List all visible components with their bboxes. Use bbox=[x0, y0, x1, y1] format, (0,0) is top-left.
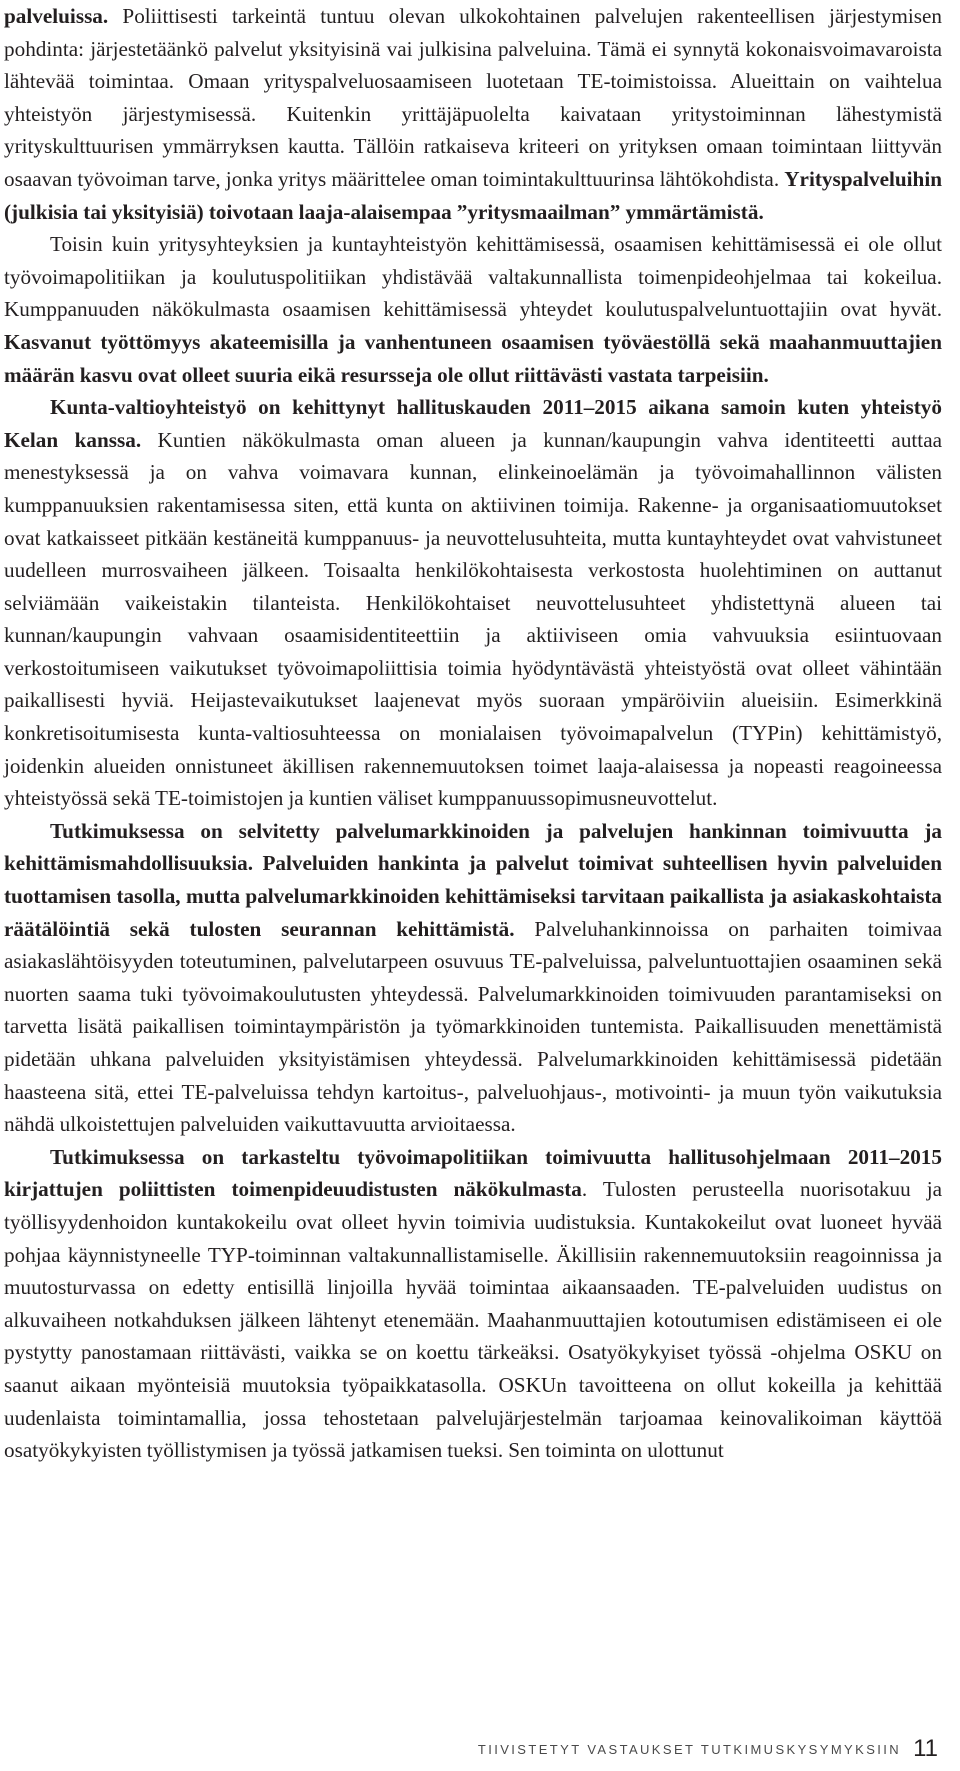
bold-text-segment: Kunta-valtioyhteistyö on kehittynyt hallituskauden 2011–2015 aikana samoin kuten yhteistyö Kelan kanssa. bbox=[4, 395, 942, 452]
bold-text-segment: Kasvanut työttömyys akateemisilla ja vanhentuneen osaamisen työväestöllä sekä maahanmuuttajien määrän kasvu ovat olleet suuria eikä resursseja ole ollut riittävästi vastata tarpeisiin. bbox=[4, 329, 942, 387]
text-segment: Kuntien näkökulmasta oman alueen ja kunnan/kaupungin vahva identiteetti auttaa menestyksessä ja on vahva voimavara kunnan, elinkeinoelämän ja työvoimahallinnon välisten kumppanuuksien rakentamisessa siten, että kunta on aktiivinen toimija. Rakenne- ja organisaatiomuutokset ovat katkaisseet pitkään kestäneitä kumppanuus- ja neuvottelusuhteita, mutta kuntayhteydet ovat vahvistuneet uudelleen murrosvaiheen jälkeen. Toisaalta henkilökohtaisesta verkostosta huolehtiminen on auttanut selviämään vaikeistakin tilanteista. Henkilökohtaiset neuvottelusuhteet yhdistettynä alueen tai kunnan/kaupungin vahvaan osaamisidentiteettiin ja aktiiviseen omia vahvuuksia esiintuovaan verkostoitumiseen vaikutukset työvoimapoliittisia toimia hyödyntävästä yhteistyöstä ovat olleet vähintään paikallisesti hyviä. Heijastevaikutukset laajenevat myös suoraan ympäröiviin alueisiin. Esimerkkinä konkretisoitumisesta kunta-valtiosuhteessa on monialaisen työvoimapalvelun (TYPin) kehittämistyö, joidenkin alueiden onnistuneet äkillisen rakennemuutoksen toimet laaja-alaisessa ja nopeasti reagoineessa yhteistyössä sekä TE-toimistojen ja kuntien väliset kumppanuussopimusneuvottelut. bbox=[4, 427, 943, 811]
bold-text-segment: palveluissa. bbox=[4, 4, 123, 28]
text-segment: . Tulosten perusteella nuorisotakuu ja työllisyydenhoidon kuntakokeilu ovat olleet hyvin toimivia uudistuksia. Kuntakokeilut ovat luoneet hyvää pohjaa käynnistyneelle TYP-toiminnan valtakunnallistamiselle. Äkillisiin rakennemuutoksiin reagoinnissa ja muutosturvassa on edetty entisillä linjoilla hyvää toimintaa aikaansaaden. TE-palveluiden uudistus on alkuvaiheen notkahduksen jälkeen lähtenyt etenemään. Maahanmuuttajien kotoutumisen edistämiseen ei ole pystytty panostamaan riittävästi, vaikka se on koettu tärkeäksi. Osatyökykyiset työssä -ohjelma OSKU on saanut aikaan myönteisiä muutoksia työpaikkatasolla. OSKUn tavoitteena on ollut kokeilla ja kehittää uudenlaista toimintamallia, jossa tehostetaan palvelujärjestelmän tarjoamaa keinovalikoiman käyttöä osatyökykyisten työllistymisen ja työssä jatkamisen tueksi. Sen toiminta on ulottunut bbox=[4, 1177, 942, 1463]
bold-text-segment: Yrityspalveluihin (julkisia tai yksityisiä) toivotaan laaja-alaisempaa ”yritysmaailman” ymmärtämistä. bbox=[4, 166, 942, 224]
bold-text-segment: Tutkimuksessa on selvitetty palvelumarkkinoiden ja palvelujen hankinnan toimivuutta ja kehittämismahdollisuuksia. Palveluiden hankinta ja palvelut toimivat suhteellisen hyvin palveluiden tuottamisen tasolla, mutta palvelumarkkinoiden kehittämiseksi tarvitaan paikallista ja asiakaskohtaista räätälöintiä sekä tulosten seurannan kehittämistä. bbox=[4, 818, 942, 941]
paragraph bbox=[4, 228, 942, 391]
bold-text-segment: Tutkimuksessa on tarkasteltu työvoimapolitiikan toimivuutta hallitusohjelmaan 2011–2015 kirjattujen poliittisten toimenpideuudistusten näkökulmasta bbox=[4, 1144, 942, 1202]
text-segment: Poliittisesti tarkeintä tuntuu olevan ulkokohtainen palvelujen rakenteellisen järjestymisen pohdinta: järjestetäänkö palvelut yksityisinä vai julkisina palveluina. Tämä ei synnytä kokonaisvoimavaroista lähtevää toimintaa. Omaan yrityspalveluosaamiseen luotetaan TE-toimistoissa. Alueittain on vaihtelua yhteistyön järjestymisessä. Kuitenkin yrittäjäpuolelta kaivataan yritystoiminnan lähestymistä yrityskulttuurisen ymmärryksen kautta. Tällöin ratkaiseva kriteeri on yrityksen omaan toimintaan liittyvän osaavan työvoiman tarve, jonka yritys määrittelee oman toimintakulttuurinsa lähtökohdista. bbox=[4, 4, 942, 191]
body-text bbox=[4, 0, 942, 1467]
text-segment: Palveluhankinnoissa on parhaiten toimivaa asiakaslähtöisyyden toteutuminen, palvelutarpeen osuvuus TE-palveluissa, palveluntuottajien osaaminen sekä nuorten saama tuki työvoimakoulutusten yhteydessä. Palvelumarkkinoiden toimivuuden parantamiseksi on tarvetta lisätä paikallisen toimintaympäristön ja työmarkkinoiden tuntemista. Paikallisuuden menettämistä pidetään uhkana palveluiden yksityistämisen yhteydessä. Palvelumarkkinoiden kehittämisessä pidetään haasteena sitä, ettei TE-palveluissa tehdyn kartoitus-, palveluohjaus-, motivointi- ja muun työn vaikutuksia nähdä ulkoistettujen palveluiden vaikuttavuutta arvioitaessa. bbox=[4, 916, 942, 1137]
page-number: 11 bbox=[913, 1735, 938, 1762]
paragraph bbox=[4, 1141, 942, 1467]
page-footer bbox=[478, 1734, 938, 1764]
running-footer-label: TIIVISTETYT VASTAUKSET TUTKIMUSKYSYMYKSIIN bbox=[477, 1741, 902, 1757]
paragraph bbox=[4, 0, 942, 228]
paragraph bbox=[4, 391, 942, 815]
text-segment: Toisin kuin yritysyhteyksien ja kuntayhteistyön kehittämisessä, osaamisen kehittämisessä ei ole ollut työvoimapolitiikan ja koulutuspolitiikan yhdistävää valtakunnallista toimenpideohjelmaa tai kokeilua. Kumppanuuden näkökulmasta osaamisen kehittämisessä yhteydet koulutuspalveluntuottajiin ovat hyvät. bbox=[4, 232, 942, 322]
paragraph bbox=[4, 815, 942, 1141]
